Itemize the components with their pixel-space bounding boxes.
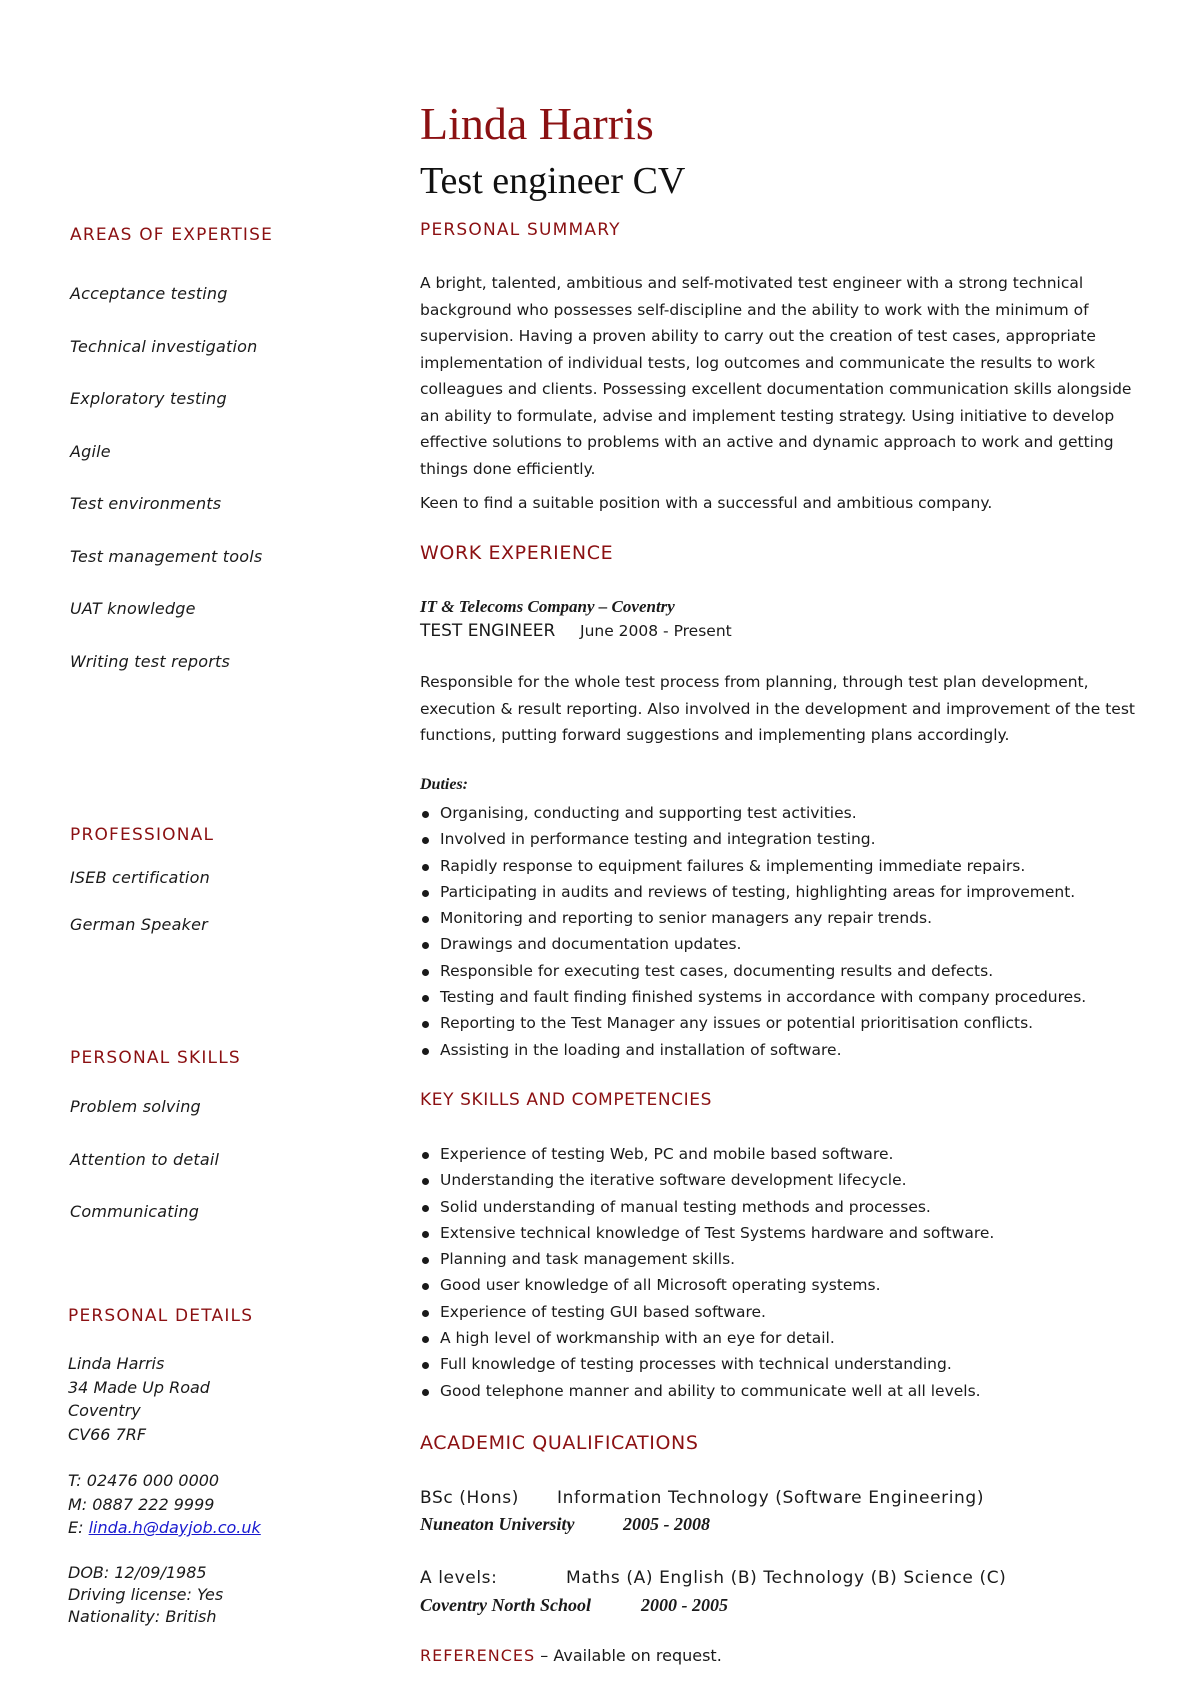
personal-skill-item: Attention to detail — [70, 1150, 220, 1169]
dob: DOB: 12/09/1985 — [68, 1563, 207, 1582]
degree-years: 2005 - 2008 — [623, 1514, 710, 1534]
alevels-years: 2000 - 2005 — [641, 1595, 728, 1615]
alevels-school: Coventry North School — [420, 1595, 592, 1615]
skill-item: Experience of testing Web, PC and mobile based software. — [420, 1141, 994, 1167]
duty-item: Responsible for executing test cases, documenting results and defects. — [420, 958, 1086, 984]
role-title: TEST ENGINEER — [420, 621, 556, 641]
employer: IT & Telecoms Company – Coventry — [420, 597, 675, 616]
professional-heading: PROFESSIONAL — [70, 825, 215, 845]
duty-item: Drawings and documentation updates. — [420, 931, 1086, 957]
alevels-line — [420, 1567, 1006, 1589]
duty-item: Rapidly response to equipment failures & implementing immediate repairs. — [420, 853, 1086, 879]
skills-heading: KEY SKILLS AND COMPETENCIES — [420, 1090, 712, 1110]
references-heading: REFERENCES — [420, 1646, 536, 1665]
professional-item: German Speaker — [70, 915, 208, 934]
mobile: M: 0887 222 9999 — [68, 1494, 215, 1514]
expertise-item: Test environments — [70, 494, 222, 513]
alevels-school-line — [420, 1594, 728, 1616]
duty-item: Involved in performance testing and integration testing. — [420, 826, 1086, 852]
duty-item: Assisting in the loading and installation of software. — [420, 1037, 1086, 1063]
phone: T: 02476 000 0000 — [68, 1471, 220, 1490]
duties-list — [420, 800, 1086, 1063]
skill-item: Solid understanding of manual testing methods and processes. — [420, 1194, 994, 1220]
skill-item: Experience of testing GUI based software. — [420, 1299, 994, 1325]
personal-details-heading: PERSONAL DETAILS — [68, 1306, 254, 1326]
expertise-heading: AREAS OF EXPERTISE — [70, 225, 274, 245]
degree-label: BSc (Hons) — [420, 1488, 519, 1508]
academic-heading: ACADEMIC QUALIFICATIONS — [420, 1432, 699, 1454]
email-link[interactable]: linda.h@dayjob.co.uk — [88, 1518, 261, 1537]
duty-item: Reporting to the Test Manager any issues or potential prioritisation conflicts. — [420, 1010, 1086, 1036]
degree-subject: Information Technology (Software Engineering) — [557, 1488, 985, 1508]
driving-license: Driving license: Yes — [68, 1585, 224, 1604]
degree-school-line — [420, 1513, 710, 1535]
expertise-item: UAT knowledge — [70, 599, 196, 618]
contact-block — [68, 1469, 261, 1540]
email-row — [68, 1516, 261, 1540]
address-block — [68, 1352, 210, 1446]
expertise-item: Exploratory testing — [70, 389, 227, 408]
skill-item: Understanding the iterative software development lifecycle. — [420, 1167, 994, 1193]
duty-item: Testing and fault finding finished systems in accordance with company procedures. — [420, 984, 1086, 1010]
summary-heading: PERSONAL SUMMARY — [420, 220, 621, 240]
expertise-item: Agile — [70, 442, 111, 461]
references-line — [420, 1645, 722, 1667]
skill-item: A high level of workmanship with an eye for detail. — [420, 1325, 994, 1351]
skill-item: Planning and task management skills. — [420, 1246, 994, 1272]
skills-list — [420, 1141, 994, 1404]
summary-closing: Keen to find a suitable position with a successful and ambitious company. — [420, 494, 993, 512]
references-text: – Available on request. — [535, 1646, 722, 1665]
duties-label: Duties: — [420, 776, 468, 793]
professional-item: ISEB certification — [70, 868, 210, 887]
skill-item: Extensive technical knowledge of Test Systems hardware and software. — [420, 1220, 994, 1246]
skill-item: Good user knowledge of all Microsoft operating systems. — [420, 1272, 994, 1298]
duty-item: Organising, conducting and supporting test activities. — [420, 800, 1086, 826]
experience-heading: WORK EXPERIENCE — [420, 542, 614, 564]
personal-skills-heading: PERSONAL SKILLS — [70, 1048, 241, 1068]
degree-line — [420, 1487, 984, 1509]
expertise-item: Writing test reports — [70, 652, 231, 671]
skill-item: Full knowledge of testing processes with technical understanding. — [420, 1351, 994, 1377]
details-name: Linda Harris — [68, 1354, 165, 1373]
alevels-subjects: Maths (A) English (B) Technology (B) Science (C) — [566, 1568, 1007, 1588]
candidate-name: Linda Harris — [420, 98, 654, 149]
alevels-label: A levels: — [420, 1568, 498, 1588]
duty-item: Monitoring and reporting to senior managers any repair trends. — [420, 905, 1086, 931]
document-title: Test engineer CV — [420, 160, 686, 202]
duty-item: Participating in audits and reviews of testing, highlighting areas for improvement. — [420, 879, 1086, 905]
address-line: CV66 7RF — [68, 1424, 147, 1444]
email-label: E: — [68, 1518, 89, 1537]
address-line: 34 Made Up Road — [68, 1377, 210, 1397]
role-line — [420, 620, 732, 642]
summary-paragraph: A bright, talented, ambitious and self-motivated test engineer with a strong technical background who possesses self-discipline and the ability to work with the minimum of supervision. Having a proven ability to carry out the creation of test cases, appropriate implementation of individual tests, log outcomes and communicate the results to work colleagues and clients. Possessing excellent documentation communication skills alongside an ability to formulate, advise and implement testing strategy. Using initiative to develop effective solutions to problems with an active and dynamic approach to work and getting things done efficiently. — [420, 274, 1132, 478]
expertise-item: Technical investigation — [70, 337, 258, 356]
extra-details-block — [68, 1562, 223, 1628]
skill-item: Good telephone manner and ability to communicate well at all levels. — [420, 1378, 994, 1404]
expertise-item: Test management tools — [70, 547, 263, 566]
role-dates: June 2008 - Present — [580, 622, 732, 640]
expertise-item: Acceptance testing — [70, 284, 228, 303]
personal-skill-item: Communicating — [70, 1202, 200, 1221]
personal-skill-item: Problem solving — [70, 1097, 201, 1116]
nationality: Nationality: British — [68, 1607, 217, 1626]
degree-school: Nuneaton University — [420, 1514, 575, 1534]
address-line: Coventry — [68, 1401, 141, 1420]
role-description: Responsible for the whole test process from planning, through test plan development, execution & result reporting. Also involved in the development and improvement of the test functions, putting forward suggestions and implementing plans accordingly. — [420, 673, 1135, 744]
